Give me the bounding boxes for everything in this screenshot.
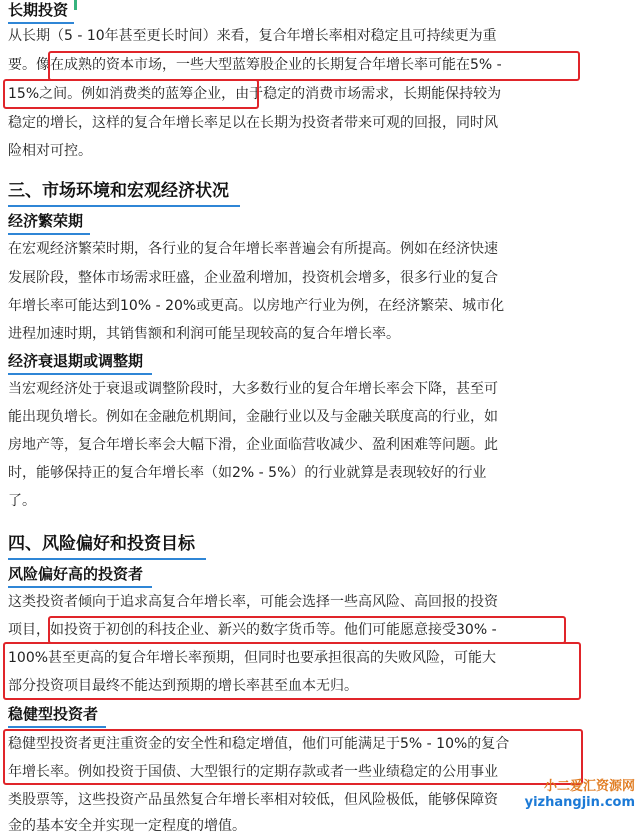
heading-conservative-investors: 稳健型投资者 bbox=[8, 704, 98, 724]
paragraph-line: 时，能够保持正的复合年增长率（如2% - 5%）的行业就算是表现较好的行业 bbox=[8, 465, 487, 481]
paragraph-line: 15%之间。例如消费类的蓝筹企业，由于稳定的消费市场需求，长期能保持较为 bbox=[8, 86, 502, 102]
paragraph-line: 年增长率可能达到10% - 20%或更高。以房地产行业为例，在经济繁荣、城市化 bbox=[8, 298, 505, 314]
paragraph-line: 稳健型投资者更注重资金的安全性和稳定增值，他们可能满足于5% - 10%的复合 bbox=[8, 736, 510, 752]
paragraph-line: 金的基本安全并实现一定程度的增值。 bbox=[8, 818, 246, 834]
heading-section-3: 三、市场环境和宏观经济状况 bbox=[8, 180, 229, 202]
heading-long-term: 长期投资 bbox=[8, 0, 68, 20]
paragraph-line: 部分投资项目最终不能达到预期的增长率甚至血本无归。 bbox=[8, 678, 358, 694]
heading-economic-boom: 经济繁荣期 bbox=[8, 211, 83, 231]
watermark-url: yizhangjin.com bbox=[524, 795, 635, 810]
highlight-box bbox=[48, 616, 566, 644]
highlight-box bbox=[3, 79, 259, 109]
heading-high-risk-investors: 风险偏好高的投资者 bbox=[8, 564, 143, 584]
paragraph-line: 发展阶段，整体市场需求旺盛，企业盈利增加，投资机会增多，很多行业的复合 bbox=[8, 270, 498, 286]
scroll-marker bbox=[74, 0, 77, 10]
paragraph-line: 在宏观经济繁荣时期，各行业的复合年增长率普遍会有所提高。例如在经济快速 bbox=[8, 241, 498, 257]
watermark-name: 小二爱汇资源网 bbox=[543, 779, 635, 794]
paragraph-line: 房地产等，复合年增长率会大幅下滑，企业面临营收减少、盈利困难等问题。此 bbox=[8, 437, 498, 453]
highlight-box bbox=[48, 51, 580, 81]
heading-recession: 经济衰退期或调整期 bbox=[8, 351, 143, 371]
paragraph-line: 了。 bbox=[8, 493, 36, 509]
paragraph-line: 100%甚至更高的复合年增长率预期，但同时也要承担很高的失败风险，可能大 bbox=[8, 650, 497, 666]
paragraph-line: 险相对可控。 bbox=[8, 143, 92, 159]
paragraph-line: 要。像在成熟的资本市场，一些大型蓝筹股企业的长期复合年增长率可能在5% - bbox=[8, 57, 502, 73]
highlight-box bbox=[3, 642, 581, 700]
paragraph-line: 能出现负增长。例如在金融危机期间，金融行业以及与金融关联度高的行业，如 bbox=[8, 409, 498, 425]
paragraph-line: 类股票等，这些投资产品虽然复合年增长率相对较低，但风险极低，能够保障资 bbox=[8, 792, 498, 808]
paragraph-line: 这类投资者倾向于追求高复合年增长率，可能会选择一些高风险、高回报的投资 bbox=[8, 594, 498, 610]
paragraph-line: 从长期（5 - 10年甚至更长时间）来看，复合年增长率相对稳定且可持续更为重 bbox=[8, 28, 497, 44]
paragraph-line: 当宏观经济处于衰退或调整阶段时，大多数行业的复合年增长率会下降，甚至可 bbox=[8, 381, 498, 397]
paragraph-line: 年增长率。例如投资于国债、大型银行的定期存款或者一些业绩稳定的公用事业 bbox=[8, 764, 498, 780]
highlight-box bbox=[3, 729, 583, 785]
heading-section-4: 四、风险偏好和投资目标 bbox=[8, 533, 195, 555]
site-watermark bbox=[525, 779, 635, 811]
paragraph-line: 项目，如投资于初创的科技企业、新兴的数字货币等。他们可能愿意接受30% - bbox=[8, 622, 497, 638]
paragraph-line: 进程加速时期，其销售额和利润可能呈现较高的复合年增长率。 bbox=[8, 326, 400, 342]
paragraph-line: 稳定的增长，这样的复合年增长率足以在长期为投资者带来可观的回报，同时风 bbox=[8, 115, 498, 131]
